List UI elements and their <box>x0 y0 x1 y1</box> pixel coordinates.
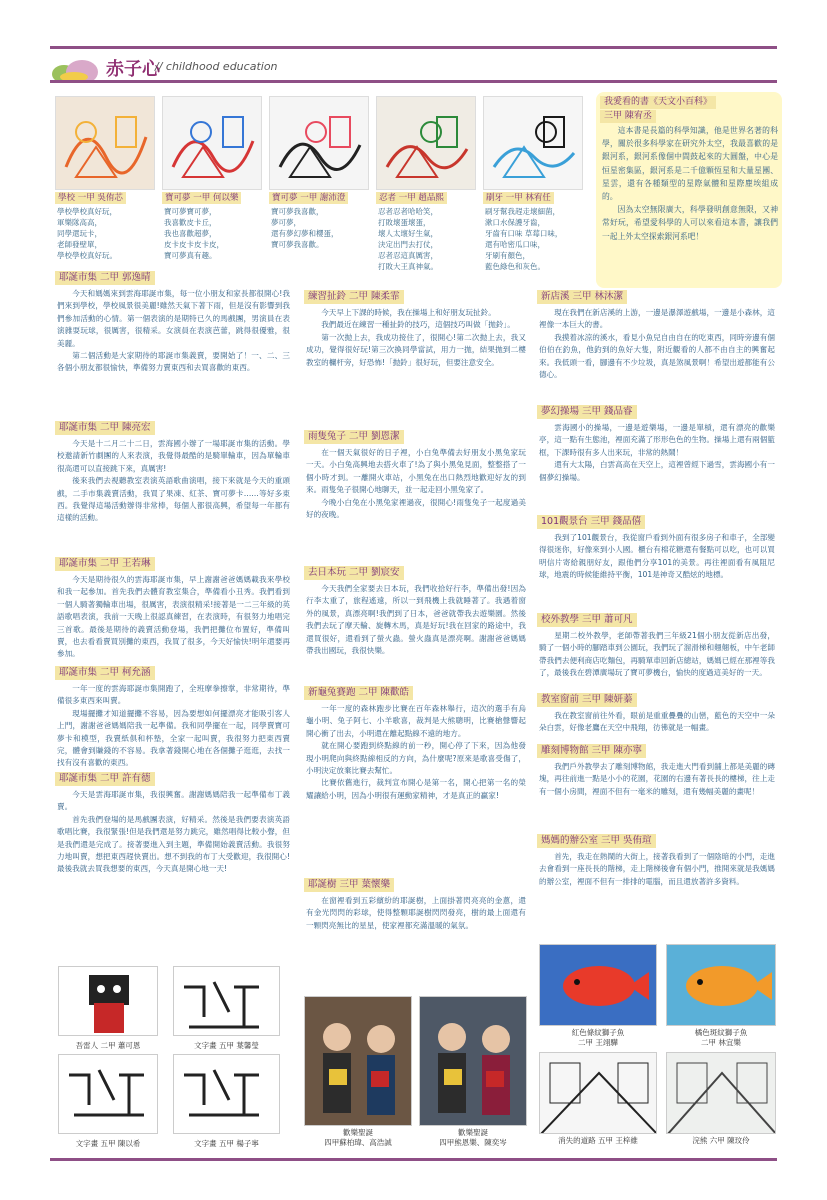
article-title: 耶誕市集 二甲 王若琳 <box>55 557 155 571</box>
article-title: 去日本玩 二甲 劉宸安 <box>304 566 404 580</box>
article-body <box>306 703 526 802</box>
students-photo <box>305 997 412 1126</box>
artwork-image <box>539 1052 657 1134</box>
fish-painting <box>540 945 657 1026</box>
article-title: 媽媽的辦公室 三甲 吳侑瑄 <box>537 834 656 848</box>
artwork-image <box>666 944 776 1026</box>
article-paragraph: 就在開心要跑到終點線的前一秒，開心停了下來，因為他發現小明爬向與終點線相反的方向，為什麼呢?原來是歌喜受傷了，小明決定放棄比賽去幫忙。 <box>306 741 526 776</box>
article-paragraph: 首先，我走在熱鬧的大街上，接著我看到了一個陰暗的小門，走進去會看到一座長長的階梯，走上階梯後會有個小門，推開來就是我媽媽的辦公室，裡面不但有一排排的電腦，而且還放著許多資料。 <box>539 852 775 886</box>
footer-rule <box>50 1158 777 1161</box>
header-top-rule <box>50 46 777 49</box>
character-drawing <box>59 1055 158 1134</box>
artwork-caption: 吾雷人 二甲 蕭可恩 <box>75 1041 141 1050</box>
drawing-illustration <box>163 97 262 190</box>
article-paragraph: 今晚小白兔在小黑兔家裡過夜，很開心!雨隻兔子一起度過美好的夜晚。 <box>306 497 526 520</box>
article-title: 校外教學 三甲 蕭可凡 <box>537 613 637 627</box>
drawing-verse: 學校學校真好玩， 軍樂隊高高， 同學還玩卡， 老師發壁單， 學校學校真好玩。 <box>57 207 117 260</box>
header-bottom-rule <box>50 80 777 83</box>
drawing-caption: 刷牙 一甲 林宥任 <box>483 192 554 204</box>
article-paragraph: 星期二校外教學，老師帶著我們三年級21個小朋友從新店出發，騎了一個小時的腳踏車到公園玩，我們玩了溜滑梯和翹翹板，中午老師帶我們去便利商店吃麵包，再騎單車回新店總站，媽媽已經在那裡等我了，最後我在碧潭廣場玩了寶可夢機台，愉快的度過這美好的一天。 <box>539 631 775 678</box>
drawing-caption: 寶可夢 一甲 何以樂 <box>162 192 241 204</box>
artwork-caption: 浣熊 六甲 陳玟伶 <box>692 1136 750 1145</box>
artwork-image <box>173 966 280 1036</box>
robot-drawing <box>59 967 158 1036</box>
drawing-caption: 學校 一甲 吳侑芯 <box>55 192 126 204</box>
article-body <box>57 789 290 876</box>
artwork-image <box>173 1054 280 1134</box>
ink-drawing <box>667 1053 776 1134</box>
article-title: 耶誕市集 二甲 許有德 <box>55 772 155 786</box>
article-title: 耶誕樹 三甲 葉懷樂 <box>304 878 394 892</box>
photo-caption: 歡樂聖誕 四甲蘇柏瑋、高浩誠 <box>324 1128 392 1147</box>
artwork-image <box>58 1054 158 1134</box>
article-body <box>539 761 775 798</box>
drawing-illustration <box>484 97 583 190</box>
article-paragraph: 在一個天氣很好的日子裡，小白兔準備去好朋友小黑兔家玩一天。小白兔高興地去搭火車了!為了與小黑兔見面，整整搭了一個小時才到。一離開火車站，小黑兔在出口熱烈地歡迎好友的到來。雨隻兔子很開心地聊天，並一起走回小黑兔家了。 <box>306 448 526 495</box>
artwork-image <box>666 1052 776 1134</box>
article-paragraph: 我們戶外教學去了雕刻博物館，我走進大門看到舖上都是美麗的磚塊，再往前進一點是小小的花園，花園的右邊有著長長的樓梯，往上走有一個小房間，裡面不但有一毫米的雕刻，還有幾幅美麗的畫呢！ <box>539 762 775 796</box>
artwork-caption: 橘色斑紋獅子魚 二甲 林宜樂 <box>694 1028 748 1047</box>
article-paragraph: 一年一度的雲海耶誕市集開跑了，全班摩拳擦掌，非常期待，準備很多東西來叫賣。 <box>57 684 290 706</box>
article-paragraph: 比賽依舊進行，裁判宣布開心是第一名，開心把第一名的榮耀讓給小明，因為小明很有運動家精神，才是真正的贏家! <box>306 778 526 800</box>
artwork-caption: 文字畫 五甲 葉馨瑩 <box>194 1041 259 1050</box>
article-paragraph: 現在我們在新店溪的上游，一邊是瀑澤遊戲場，一邊是小森林，這裡像一本巨大的書。 <box>539 308 775 330</box>
brand-title: 赤子心 <box>106 59 160 80</box>
artwork-image <box>58 966 158 1036</box>
article-body <box>57 683 290 770</box>
article-paragraph: 今天是十二月二十二日，雲海國小辦了一場耶誕市集的活動。學校邀請新竹劇團的人來表演，我覺得最酷的是騎單輪車，因為單輪車很高還可以直接跳下來，真厲害! <box>57 439 290 473</box>
article-paragraph: 今天早上下課的時候，我在操場上和好朋友玩扯鈴。 <box>321 308 496 317</box>
article-body <box>57 438 290 525</box>
drawing-verse: 刷牙幫我趕走壞細菌， 漱口水保護牙齒， 牙齒有口味 草莓口味， 還有哈密瓜口味， 牙刷有顏色， 藍色綠色和灰色。 <box>485 207 563 271</box>
students-photo <box>420 997 527 1126</box>
article-body <box>306 895 526 932</box>
article-paragraph: 我摸着冰涼的溪水，看見小魚兒自由自在的吃東西，同時旁邊有個伯伯在釣魚，他釣到的魚好大隻，附近觀看的人都不由自主的興奮起來。我低頭一看，腳邊有不少垃圾，真是煞風景啊！希望出遊都能有公德心。 <box>539 332 775 380</box>
article-paragraph: 在窗裡看到五彩繽紛的耶誕樹，上面掛著閃亮亮的金蔥，還有金光閃閃的彩球，使得整顆耶誕樹閃閃發亮，樹的最上面還有一顆閃亮無比的星星，使家裡都充滿溫暖的氣氛。 <box>306 896 526 930</box>
article-paragraph: 還有大太陽，白雲高高在天空上，這裡曾經下過雪，雲海國小有一個夢幻操場。 <box>539 460 775 482</box>
article-body <box>539 630 775 680</box>
drawing-caption: 寶可夢 一甲 謝沛澄 <box>269 192 348 204</box>
article-title: 新店溪 三甲 林沐潔 <box>537 290 627 304</box>
article-body <box>539 710 775 735</box>
article-title: 耶誕市集 二甲 陳亮宏 <box>55 421 155 435</box>
drawing-illustration <box>56 97 155 190</box>
photo-caption: 歡樂聖誕 四甲熊恩樂、陳奕岑 <box>439 1128 507 1147</box>
article-title: 新龜兔賽跑 二甲 陳歡皓 <box>304 686 413 700</box>
article-paragraph: 現場擺攤才知道擺攤不容易，因為要想如何擺漂亮才能吸引客人上門，謝謝爸爸媽媽陪我一起準備。我和同學擺在一起，同學賣寶可夢卡和模型，我賣紙俱和杯墊，全家一起叫賣，我很努力把東西賣完，體會到賺錢的不容易。我拿著錢開心地在各個攤子逛逛，去找一找有沒有喜歡的東西。 <box>57 708 290 768</box>
article-body <box>539 422 775 484</box>
article-paragraph: 今天我們全家要去日本玩，我們收拾好行李，準備出發!因為行李太重了，旅程遙遠，所以一到飛機上我就睡著了。我遇着窗外的風景，真漂亮啊!我們到了日本，爸爸就帶我去遊樂園。然後我們去玩了摩天輪、旋轉木馬，真是好玩!我在回家的路途中，我還買很好，還看到了螢火蟲。螢火蟲真是漂亮啊。謝謝爸爸媽媽帶我出國玩，我很快樂。 <box>306 584 526 656</box>
drawing-image <box>55 96 155 190</box>
article-title: 耶誕市集 二甲 郭逸晴 <box>55 271 155 285</box>
drawing-image <box>269 96 369 190</box>
student-photo <box>304 996 412 1126</box>
article-paragraph: 我到了101觀景台，我從窗戶看到外面有很多房子和車子，全部變得很迷你，好像來到小人國。櫃台有棉花糖還有餐點可以吃，也可以買明信片寄給親朋好友，跟他們分享101的美景。再往裡面看有風阻尼球，地震的時候能維持平衡，101是神奇又酷炫的地標。 <box>539 533 775 580</box>
artwork-caption: 文字畫 五甲 陳以希 <box>75 1139 141 1148</box>
drawing-image <box>162 96 262 190</box>
article-title: 教室窗前 三甲 陳妍蓁 <box>537 693 637 707</box>
article-paragraph: 第一次抛上去，我成功接住了，很開心!第二次抛上去，我又成功，覺得很好玩!第三次換同學當試，用力一抛，結果抛到二樓教室的欄杆旁，好恐怖!「抛鈴」很好玩，但要注意安全。 <box>306 332 526 367</box>
article-body <box>539 851 775 888</box>
article-paragraph: 今天是雲海耶誕市集，我很興奮。謝謝媽媽陪我一起準備布丁義賣。 <box>57 790 290 812</box>
article-paragraph: 後來我們去視聽教室表演英語歌曲演唱，接下來就是今天的重頭戲，二手市集義賣活動，我買了果凍、紅茶、寶可夢卡……等好多東西。我覺得這場活動辦得非常棒，每個人都很高興，希望每一年都有這樣的活動。 <box>57 476 290 523</box>
drawing-verse: 忍者忍者哈哈笑， 打敗壞蛋壞蛋， 壞人太壞好生氣， 決定出門去打仗， 忍者忍這真厲害， 打敗大王真神氣。 <box>378 207 438 271</box>
artwork-caption: 紅色條紋獅子魚 二甲 王翊驊 <box>571 1028 625 1047</box>
drawing-verse: 寶可夢我喜歡， 夢可夢， 還有夢幻夢和櫻蛋， 寶可夢我喜歡。 <box>271 207 339 249</box>
article-body <box>306 583 526 657</box>
book-paragraph: 因為太空無限廣大，科學發明創意無限，又神常好玩，希望愛科學的人可以來看這本書，讓我們一起上外太空探索銀河系吧！ <box>602 205 778 241</box>
character-drawing <box>174 967 280 1036</box>
drawing-illustration <box>377 97 476 190</box>
artwork-image <box>539 944 657 1026</box>
drawing-image <box>376 96 476 190</box>
artwork-caption: 消失的道路 五甲 王梓維 <box>558 1136 638 1145</box>
drawing-image <box>483 96 583 190</box>
article-body <box>539 307 775 381</box>
article-body <box>306 307 526 369</box>
character-drawing <box>174 1055 280 1134</box>
book-title: 我愛看的書《天文小百科》 <box>600 96 716 109</box>
article-paragraph: 第二個活動是大家期待的耶誕市集義賣，要開始了！一、二、三各個小朋友都很愉快，準備努力賣東西和去買喜歡的東西。 <box>57 351 290 373</box>
brand-subtitle: // childhood education <box>155 60 278 73</box>
artwork-caption: 文字畫 五甲 楊子寧 <box>194 1139 259 1148</box>
drawing-illustration <box>270 97 369 190</box>
ink-drawing <box>540 1053 657 1134</box>
article-title: 夢幻操場 三甲 錢品睿 <box>537 405 637 419</box>
article-paragraph: 雲海國小的操場，一邊是遊樂場，一邊是單槓，還有漂亮的歡樂亭，這一點有生態池，裡面充滿了形形色色的生物。操場上還有兩個籃框，下課時很有多人出來玩，非常的熱鬧！ <box>539 423 775 457</box>
drawing-verse: 寶可夢寶可夢， 我喜歡皮卡丘， 我也喜歡超夢， 皮卡皮卡皮卡皮， 寶可夢真有趣。 <box>164 207 224 260</box>
article-title: 101觀景台 三甲 錢品僖 <box>537 515 645 529</box>
logo-hills-icon <box>52 50 98 80</box>
article-paragraph: 今天是期待很久的雲海耶誕市集，早上謝謝爸爸媽媽載我來學校和我一起參加。首先我們去體育教室集合，準備看小丑秀。我們看到一個人騎著獨輪車出場，很厲害，表演很精采!接著是一二三年級的英語歌唱表演，我前一天晚上很認真練習，在表演時，有很努力地唱完三首歌。最後是期待的義賣活動登場，我們把攤位布置好，準備叫賣，也去看看賣買別攤的東西，我買了很多，今天好愉快!明年還要再參加。 <box>57 575 290 659</box>
article-paragraph: 我們最近在練習一種扯鈴的技巧，這個技巧叫做「抛鈴」。 <box>321 320 515 330</box>
article-paragraph: 今天和媽媽來到雲海耶誕市集，每一位小朋友和家長都很開心!我們來到學校，學校風景很美麗!雖然天氣下著下雨，但是沒有影響到我們參加活動的心情。第一個表演的是期特已久的馬戲團，男演員在表演雜耍玩球，很厲害，很精采。女演員在表演芭蕾，跳得很優雅，很美麗。 <box>57 289 290 348</box>
article-paragraph: 我在教室窗前往外看，眼前是重重疊疊的山巒，藍色的天空中一朵朵白雲，好像老鷹在天空中飛翔，彷彿就是一幅畫。 <box>539 711 775 733</box>
article-body <box>306 447 526 521</box>
book-text <box>602 124 778 243</box>
article-paragraph: 一年一度的森林跑步比賽在百年森林舉行，這次的選手有烏龜小明、兔子阿七、小羊歌喜，裁判是大熊聰明，比賽槍聲響起開心衝了出去，小明還在離起點線不遠的地方。 <box>306 704 526 738</box>
article-title: 耶誕市集 二甲 柯允涵 <box>55 666 155 680</box>
article-body <box>57 574 290 661</box>
article-paragraph: 首先我們登場的是馬戲團表演，好精采。然後是我們要表演英語歌唱比賽，我很緊張!但是我們還是努力跳完，雖然唱得比較小聲，但是我們還是完成了。接著要進入到主題，準備開始義賣活動。我很努力地叫賣，想把東西趕快賣出。想不到我的布丁大受歡迎，我很開心!最後我就去買我想要的東西，今天真是開心地一天! <box>57 814 290 874</box>
fish-painting <box>667 945 776 1026</box>
student-photo <box>419 996 527 1126</box>
article-body <box>57 288 290 375</box>
article-title: 練習扯鈴 二甲 陳柔霏 <box>304 290 404 304</box>
book-paragraph: 這本書是長篇的科學知識，他是世界名著的科學，關於很多科學家在研究外太空，我最喜歡的是銀河系，銀河系像個中間鼓起來的大圓盤，中心是恒星密集區，銀河系是二千億顆恆星和大量星團、星雲，還有各種類型的星際氣體和星際塵埃組成的。 <box>602 126 778 202</box>
article-title: 雨隻兔子 二甲 劉恩潔 <box>304 430 404 444</box>
drawing-caption: 忍者 一甲 趙品熙 <box>376 192 447 204</box>
article-title: 雕刻博物館 三甲 陳亦寧 <box>537 744 646 758</box>
article-body <box>539 532 775 582</box>
book-author: 三甲 陳宥丞 <box>600 110 656 123</box>
